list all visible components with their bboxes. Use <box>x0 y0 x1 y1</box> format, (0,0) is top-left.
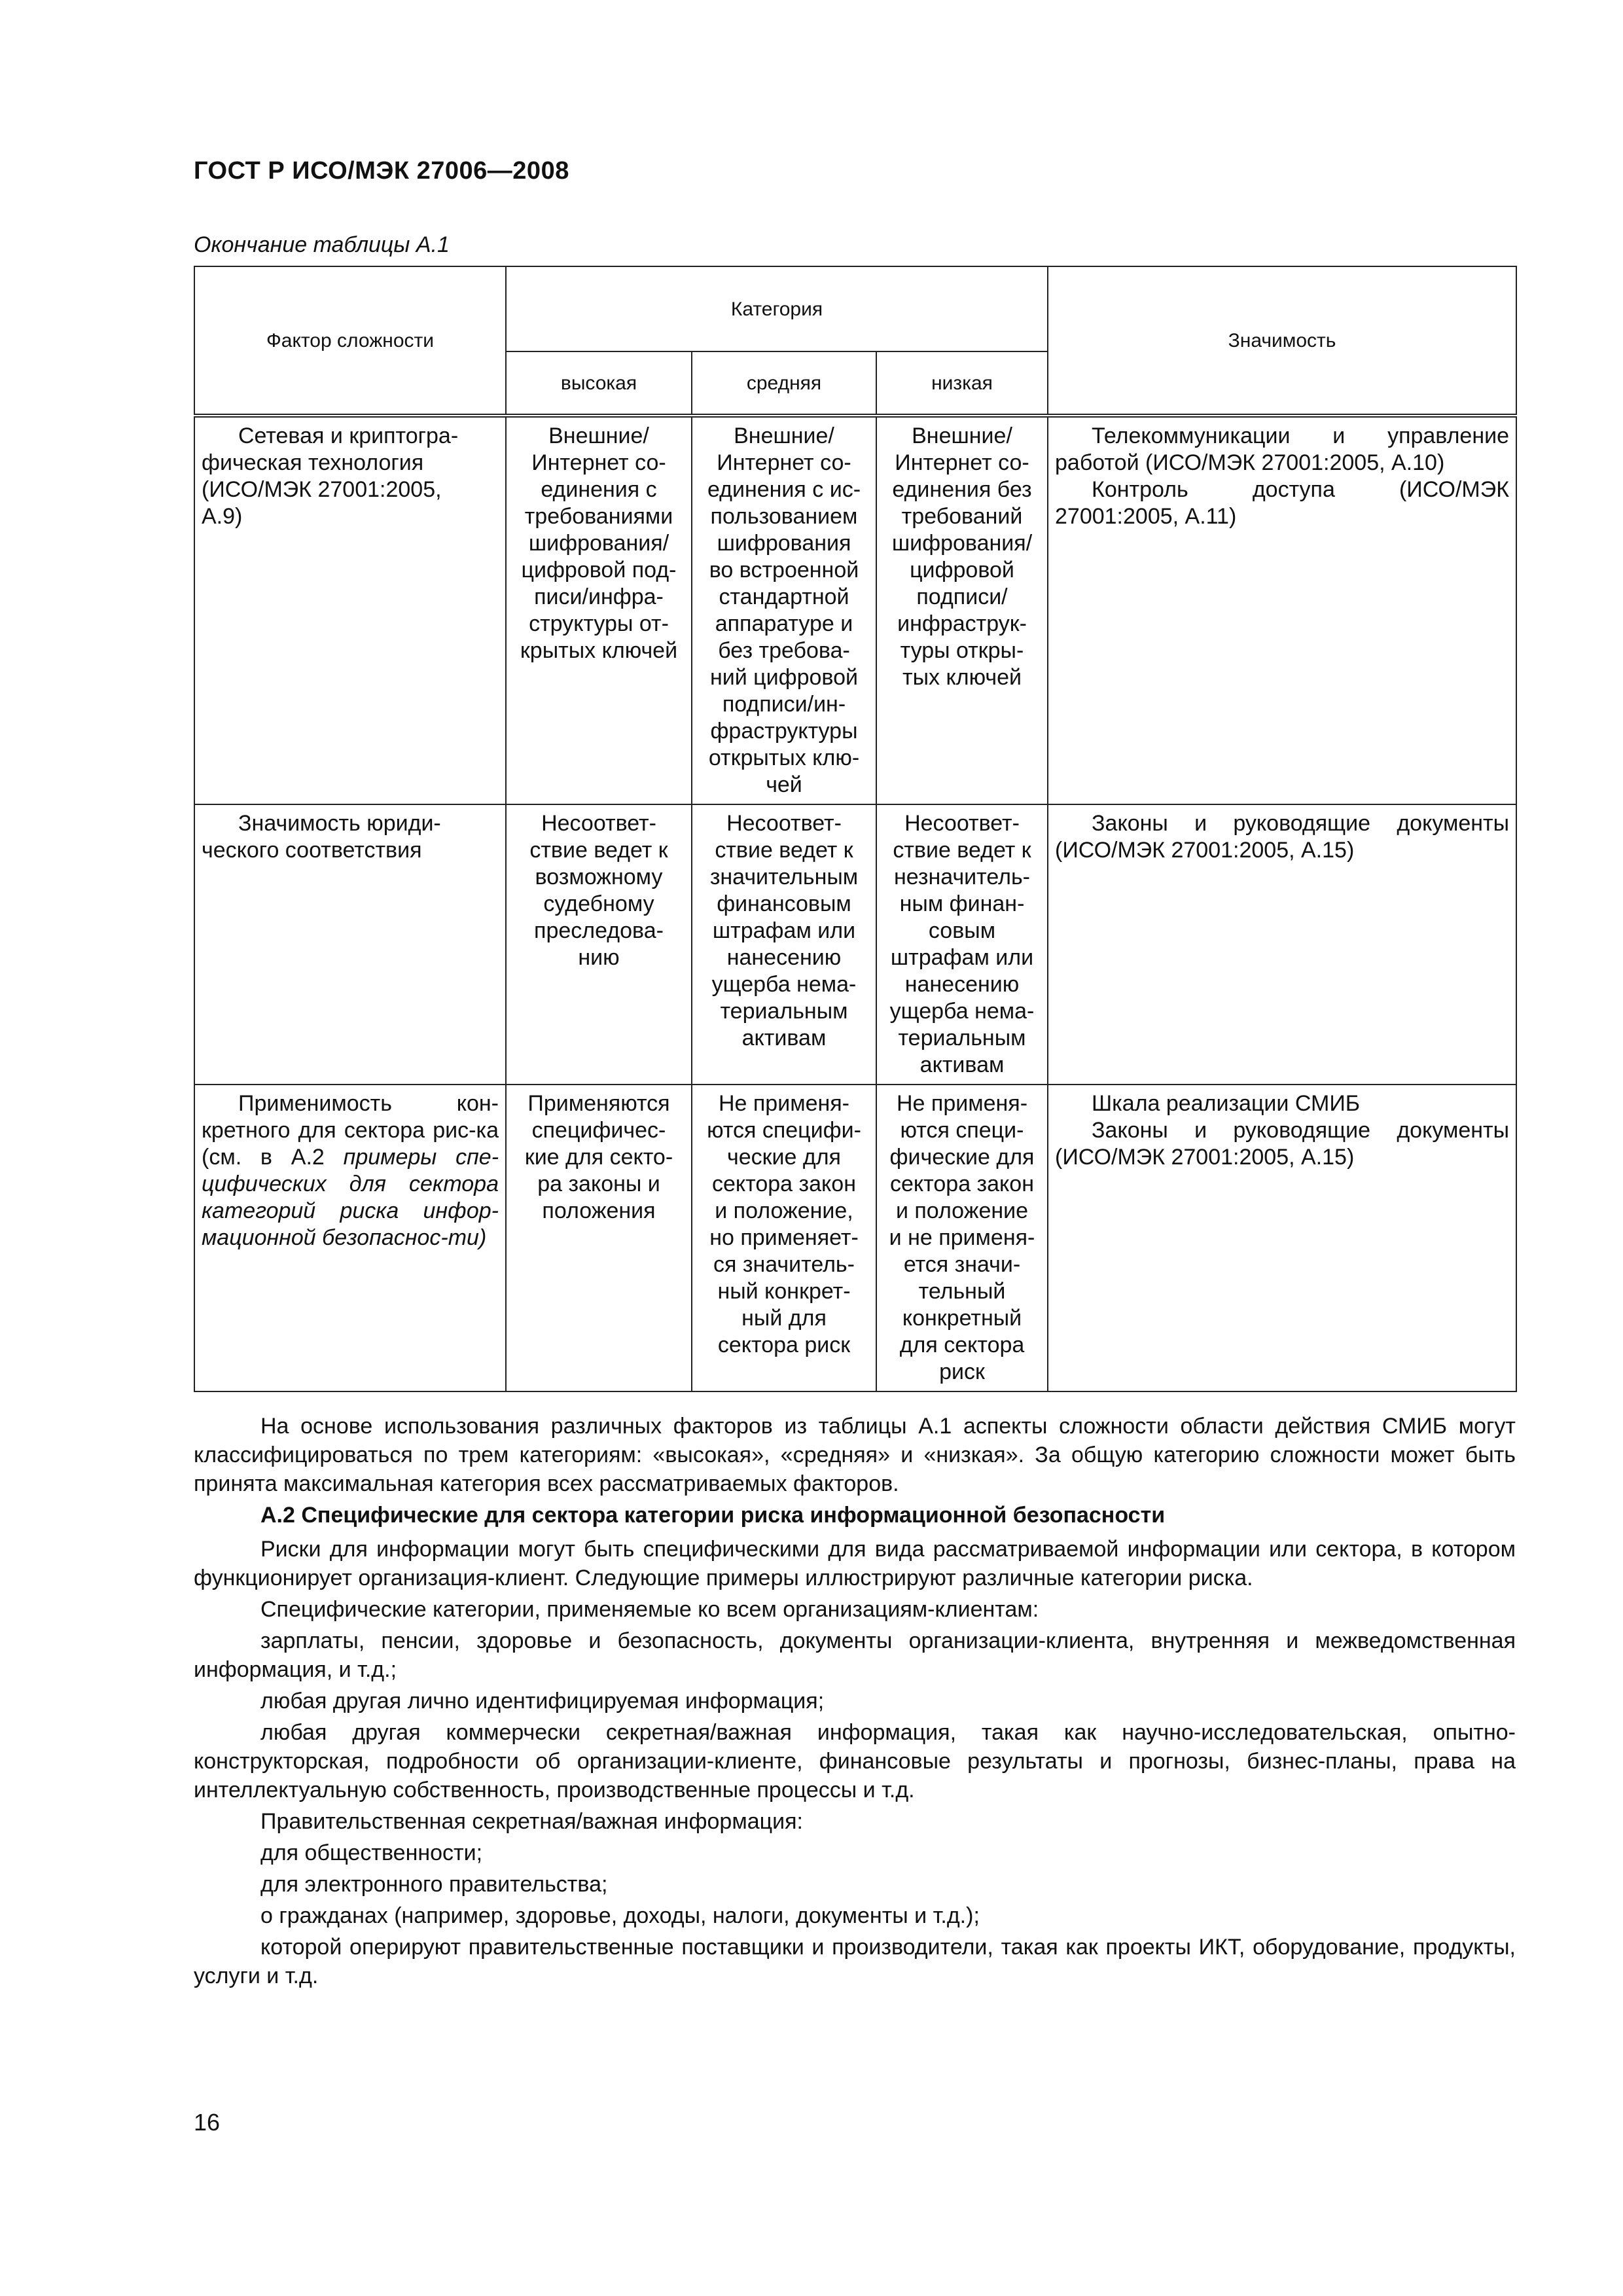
significance-text: Законы и руководящие документы (ИСО/МЭК 27001:2005, А.15) <box>1055 1118 1510 1170</box>
cell-line: Применяются <box>527 1091 670 1116</box>
complexity-factors-table <box>194 266 1517 1392</box>
table-caption: Окончание таблицы А.1 <box>194 232 450 257</box>
factor-italic-text: примеры спе-цифических для сектора категорий риска инфор-мационной безопаснос-ти) <box>202 1145 499 1250</box>
cell-line: чей <box>766 772 802 797</box>
cell-line: Внешние/ <box>734 423 834 448</box>
factor-cell <box>194 804 506 1085</box>
cell-line: ствие ведет к <box>893 838 1031 863</box>
cell-line: нанесению <box>904 972 1020 997</box>
cell-line: ся значитель- <box>713 1252 855 1277</box>
cell-line: Не применя- <box>897 1091 1028 1116</box>
cell-line: для сектора <box>899 1333 1025 1357</box>
cell-line: шифрования/ <box>891 531 1033 556</box>
high-cell <box>506 804 692 1085</box>
table-row <box>194 1085 1516 1391</box>
cell-line: аппаратуре и <box>715 611 853 636</box>
cell-line: штрафам или <box>890 945 1034 970</box>
cell-line: шифрования <box>717 531 851 556</box>
paragraph: зарплаты, пенсии, здоровье и безопасность, документы организации-клиента, внутренняя и межведомственная информация, и т.д.; <box>194 1628 1516 1682</box>
cell-line: и не применя- <box>889 1225 1035 1250</box>
table-row <box>194 416 1516 804</box>
cell-line: единения с <box>541 477 657 502</box>
cell-line: ется значи- <box>903 1252 1021 1277</box>
cell-line: Интернет со- <box>895 450 1029 475</box>
cell-line: единения без <box>892 477 1032 502</box>
header-significance: Значимость <box>1048 266 1516 416</box>
high-cell <box>506 416 692 804</box>
significance-text: Шкала реализации СМИБ <box>1092 1091 1361 1116</box>
paragraph: Риски для информации могут быть специфическими для вида рассматриваемой информации или сектора, в котором функционирует организация-клиент. Следующие примеры иллюстрируют различные категории риска. <box>194 1537 1516 1590</box>
cell-line: подписи/ <box>916 584 1008 609</box>
paragraph: о гражданах (например, здоровье, доходы, налоги, документы и т.д.); <box>260 1903 980 1928</box>
cell-line: риск <box>939 1359 985 1384</box>
header-factor: Фактор сложности <box>194 266 506 416</box>
document-page <box>194 157 1516 1993</box>
high-cell <box>506 1085 692 1391</box>
cell-line: конкретный <box>902 1306 1022 1331</box>
cell-line: Сетевая и криптогра- <box>238 423 459 448</box>
cell-line: Несоответ- <box>904 811 1020 836</box>
significance-text: Контроль доступа (ИСО/МЭК 27001:2005, А.11) <box>1055 477 1510 529</box>
cell-line: Интернет со- <box>717 450 851 475</box>
paragraph: любая другая коммерчески секретная/важная информация, такая как научно-исследовательская, опытно-конструкторская, подробности об организации-клиенте, финансовые результаты и прогнозы, бизнес-планы, права на интеллектуальную собственность, производственные процессы и т.д. <box>194 1720 1516 1803</box>
body-text <box>194 1412 1516 1990</box>
medium-cell <box>692 804 876 1085</box>
cell-line: цифровой под- <box>521 558 677 583</box>
cell-line: ным финан- <box>899 891 1025 916</box>
low-cell <box>876 804 1048 1085</box>
paragraph: Специфические категории, применяемые ко всем организациям-клиентам: <box>260 1597 1039 1622</box>
cell-line: ствие ведет к <box>529 838 668 863</box>
cell-line: требований <box>901 504 1023 529</box>
cell-line: фическая технология <box>202 450 424 475</box>
cell-line: подписи/ин- <box>722 692 846 717</box>
cell-line: структуры от- <box>529 611 669 636</box>
cell-line: ра законы и <box>537 1172 660 1196</box>
cell-line: сектора закон <box>890 1172 1034 1196</box>
cell-line: ются специ- <box>900 1118 1024 1143</box>
factor-cell <box>194 1085 506 1391</box>
cell-line: нию <box>578 945 620 970</box>
cell-line: во встроенной <box>709 558 859 583</box>
paragraph: любая другая лично идентифицируемая информация; <box>260 1689 825 1713</box>
cell-line: возможному <box>535 865 663 889</box>
cell-line: ческие для <box>727 1145 841 1170</box>
cell-line: цифровой <box>910 558 1014 583</box>
cell-line: совым <box>928 918 996 943</box>
cell-line: ются специфи- <box>707 1118 861 1143</box>
table-body <box>194 416 1516 1391</box>
paragraph: которой оперируют правительственные поставщики и производители, такая как проекты ИКТ, оборудование, продукты, услуги и т.д. <box>194 1935 1516 1988</box>
significance-cell <box>1048 1085 1516 1391</box>
cell-line: фраструктуры <box>710 719 858 744</box>
cell-line: и положение <box>895 1198 1029 1223</box>
low-cell <box>876 416 1048 804</box>
cell-line: писи/инфра- <box>534 584 664 609</box>
cell-line: специфичес- <box>531 1118 666 1143</box>
cell-line: ущерба нема- <box>711 972 857 997</box>
significance-cell <box>1048 804 1516 1085</box>
cell-line: пользованием <box>710 504 858 529</box>
table-row <box>194 804 1516 1085</box>
cell-line: финансовым <box>717 891 851 916</box>
cell-line: Интернет со- <box>531 450 666 475</box>
factor-cell <box>194 416 506 804</box>
cell-line: крытых ключей <box>520 638 678 663</box>
cell-line: сектора закон <box>712 1172 856 1196</box>
cell-line: без требова- <box>718 638 850 663</box>
header-low: низкая <box>876 351 1048 416</box>
cell-line: положения <box>542 1198 656 1223</box>
cell-line: териальным <box>898 1026 1026 1050</box>
header-high: высокая <box>506 351 692 416</box>
cell-line: А.9) <box>202 504 243 529</box>
low-cell <box>876 1085 1048 1391</box>
section-heading: А.2 Специфические для сектора категории риска информационной безопасности <box>260 1503 1166 1528</box>
cell-line: Не применя- <box>718 1091 849 1116</box>
cell-line: Значимость юриди- <box>238 811 441 836</box>
cell-line: Внешние/ <box>548 423 649 448</box>
cell-line: стандартной <box>719 584 849 609</box>
cell-line: ный конкрет- <box>717 1279 851 1304</box>
cell-line: тельный <box>918 1279 1006 1304</box>
cell-line: ний цифровой <box>709 665 859 690</box>
paragraph: для электронного правительства; <box>260 1872 608 1897</box>
cell-line: нанесению <box>726 945 842 970</box>
cell-line: Несоответ- <box>541 811 656 836</box>
cell-line: сектора риск <box>717 1333 851 1357</box>
cell-line: териальным <box>720 999 848 1024</box>
factor-text: Применимость кон-кретного для сектора рис-ка (см. в А.2 <box>202 1091 499 1170</box>
cell-line: и положение, <box>715 1198 853 1223</box>
cell-line: Внешние/ <box>912 423 1012 448</box>
header-category: Категория <box>506 266 1048 351</box>
cell-line: ный для <box>741 1306 827 1331</box>
page-number: 16 <box>194 2109 221 2136</box>
medium-cell <box>692 1085 876 1391</box>
cell-line: штрафам или <box>712 918 856 943</box>
cell-line: туры откры- <box>900 638 1024 663</box>
cell-line: единения с ис- <box>707 477 861 502</box>
cell-line: ческого соответствия <box>202 838 422 863</box>
cell-line: значительным <box>709 865 859 889</box>
cell-line: ствие ведет к <box>715 838 853 863</box>
paragraph: Правительственная секретная/важная информация: <box>260 1809 803 1834</box>
cell-line: активам <box>741 1026 827 1050</box>
cell-line: тых ключей <box>902 665 1022 690</box>
cell-line: кие для секто- <box>524 1145 673 1170</box>
header-medium: средняя <box>692 351 876 416</box>
document-header: ГОСТ Р ИСО/МЭК 27006—2008 <box>194 157 569 185</box>
cell-line: ущерба нема- <box>889 999 1035 1024</box>
cell-line: инфраструк- <box>897 611 1027 636</box>
significance-cell <box>1048 416 1516 804</box>
significance-text: Законы и руководящие документы (ИСО/МЭК 27001:2005, А.15) <box>1055 811 1510 863</box>
paragraph: для общественности; <box>260 1840 483 1865</box>
cell-line: судебному <box>543 891 654 916</box>
cell-line: незначитель- <box>893 865 1031 889</box>
paragraph: На основе использования различных факторов из таблицы А.1 аспекты сложности области действия СМИБ могут классифицироваться по трем категориям: «высокая», «средняя» и «низкая». За общую категорию сложности может быть принята максимальная категория всех рассматриваемых факторов. <box>194 1414 1516 1496</box>
cell-line: Несоответ- <box>726 811 842 836</box>
cell-line: но применяет- <box>709 1225 859 1250</box>
cell-line: преследова- <box>534 918 664 943</box>
cell-line: открытых клю- <box>708 745 860 770</box>
medium-cell <box>692 416 876 804</box>
significance-text: Телекоммуникации и управление работой (ИСО/МЭК 27001:2005, А.10) <box>1055 423 1510 475</box>
cell-line: активам <box>919 1052 1005 1077</box>
cell-line: требованиями <box>524 504 673 529</box>
cell-line: (ИСО/МЭК 27001:2005, <box>202 477 442 502</box>
cell-line: шифрования/ <box>528 531 669 556</box>
cell-line: фические для <box>889 1145 1035 1170</box>
